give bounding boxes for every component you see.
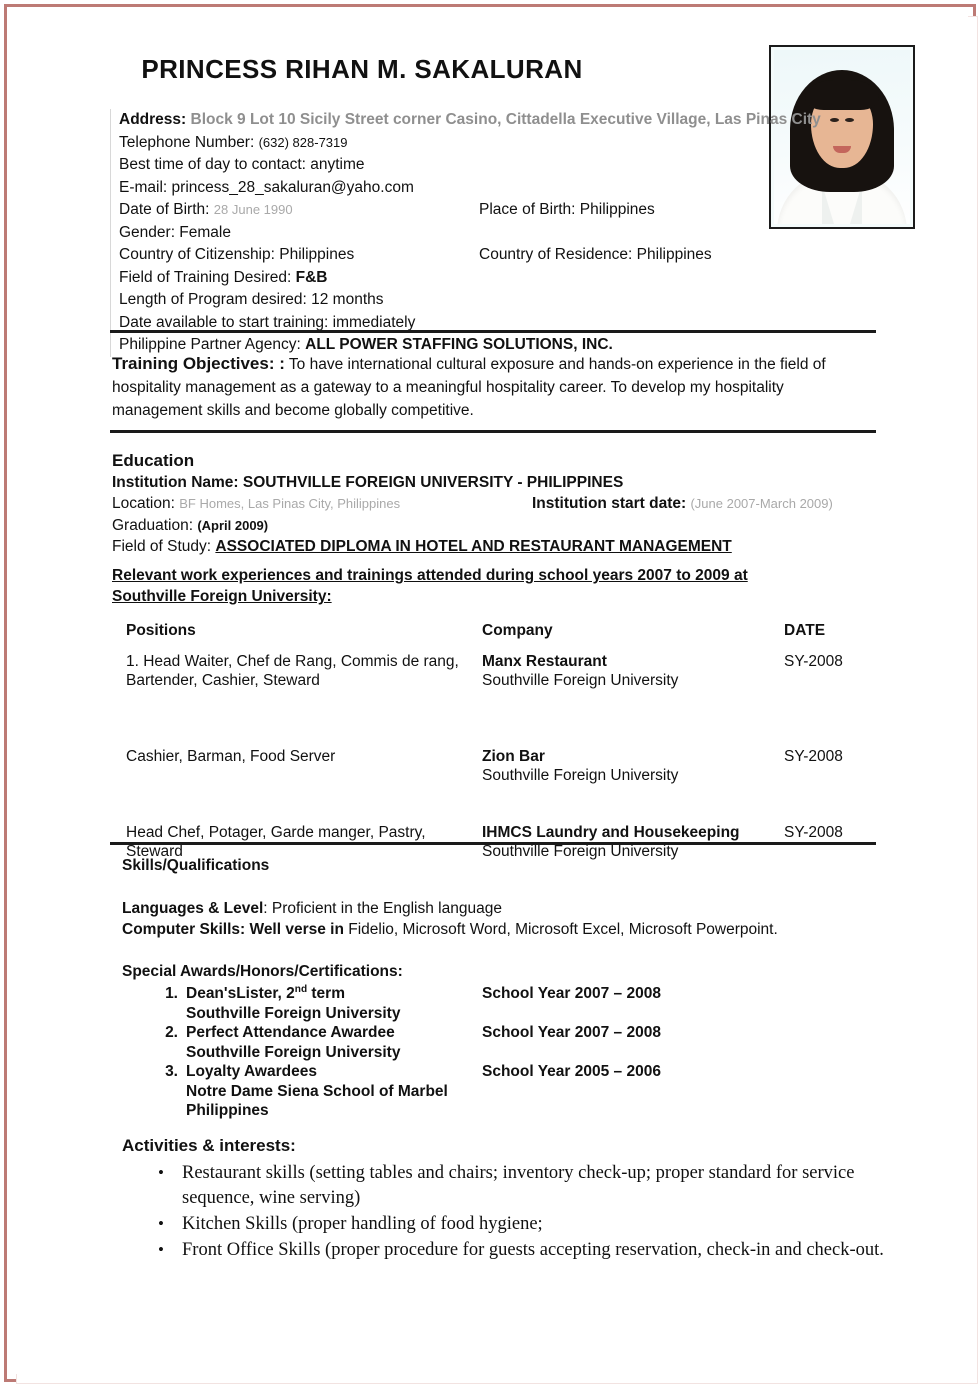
table-row bbox=[112, 652, 882, 728]
institution-row bbox=[112, 472, 887, 494]
column-header-date: DATE bbox=[784, 622, 826, 639]
training-objectives-section bbox=[112, 352, 877, 422]
award-subtext: Southville Foreign University bbox=[186, 1004, 401, 1022]
list-item bbox=[152, 1062, 872, 1082]
telephone-label: Telephone Number: bbox=[119, 133, 255, 151]
telephone-row bbox=[119, 132, 910, 155]
place-of-birth: Place of Birth: Philippines bbox=[479, 201, 655, 218]
awards-list bbox=[152, 984, 872, 1121]
relevant-experience-line2: Southville Foreign University: bbox=[112, 588, 332, 605]
contact-details-block bbox=[110, 109, 910, 357]
list-item: • Restaurant skills (setting tables and chairs; inventory check-up; proper standard for service sequence, wine serving) bbox=[122, 1161, 912, 1211]
skills-section bbox=[122, 855, 882, 982]
row-company: Manx Restaurant bbox=[482, 653, 607, 670]
field-of-study-label: Field of Study: bbox=[112, 538, 212, 555]
row-position: 1. Head Waiter, Chef de Rang, Commis de rang, Bartender, Cashier, Steward bbox=[126, 653, 459, 689]
languages-label: Languages & Level bbox=[122, 900, 264, 917]
skills-body bbox=[122, 898, 882, 940]
list-item bbox=[152, 984, 872, 1004]
row-position: Cashier, Barman, Food Server bbox=[126, 748, 336, 765]
award-number: 3. bbox=[165, 1063, 178, 1080]
award-name-superscript: nd bbox=[294, 983, 308, 995]
graduation-value: (April 2009) bbox=[197, 517, 269, 533]
award-subtext-2: Philippines bbox=[186, 1102, 269, 1119]
page-title: PRINCESS RIHAN M. SAKALURAN bbox=[141, 54, 583, 84]
location-value: BF Homes, Las Pinas City, Philippines bbox=[179, 496, 401, 511]
award-subtext: Notre Dame Siena School of Marbel bbox=[186, 1082, 448, 1100]
languages-row bbox=[122, 898, 882, 919]
row-company-sub: Southville Foreign University bbox=[482, 672, 679, 689]
activities-heading: Activities & interests: bbox=[122, 1136, 296, 1155]
location-label: Location: bbox=[112, 495, 175, 512]
email-row: E-mail: princess_28_sakaluran@yaho.com bbox=[119, 178, 414, 196]
portrait-fringe bbox=[805, 80, 879, 110]
award-year: School Year 2007 – 2008 bbox=[482, 1024, 661, 1041]
address-label: Address: bbox=[119, 111, 187, 128]
partner-agency-value: ALL POWER STAFFING SOLUTIONS, INC. bbox=[305, 336, 613, 353]
birth-row bbox=[119, 199, 910, 222]
table-row bbox=[112, 747, 882, 804]
award-name-post: term bbox=[307, 985, 345, 1002]
computer-skills-value: Fidelio, Microsoft Word, Microsoft Excel, Microsoft Powerpoint. bbox=[343, 921, 778, 938]
column-header-positions: Positions bbox=[126, 622, 196, 639]
residence-value: Country of Residence: Philippines bbox=[479, 246, 712, 263]
computer-skills-row bbox=[122, 919, 882, 940]
training-objectives-text: To have international cultural exposure and hands-on experience in the field of hospitality management as a gateway to a meaningful hospitality career. To develop my hospitality management skills and become globally competitive. bbox=[112, 356, 826, 419]
activities-section bbox=[122, 1136, 912, 1264]
award-number: 2. bbox=[165, 1024, 178, 1041]
field-of-study-row bbox=[112, 536, 887, 558]
institution-start-label: Institution start date: bbox=[532, 495, 687, 512]
skills-heading: Skills/Qualifications bbox=[122, 857, 270, 874]
graduation-row bbox=[112, 515, 887, 537]
award-name: Loyalty Awardees bbox=[186, 1063, 317, 1080]
languages-value: : Proficient in the English language bbox=[263, 900, 502, 917]
relevant-experience-line1: Relevant work experiences and trainings attended during school years 2007 to 2009 at bbox=[112, 567, 748, 584]
special-awards-heading: Special Awards/Honors/Certifications: bbox=[122, 963, 403, 980]
education-heading: Education bbox=[112, 451, 195, 470]
program-length-row: Length of Program desired: 12 months bbox=[119, 291, 384, 308]
award-name bbox=[186, 984, 345, 1004]
availability-row: Date available to start training: immediately bbox=[119, 313, 416, 331]
institution-label: Institution Name: bbox=[112, 473, 239, 491]
field-of-training-label: Field of Training Desired: bbox=[119, 268, 292, 286]
resume-sheet bbox=[12, 12, 968, 1374]
row-date: SY-2008 bbox=[784, 748, 843, 765]
dob-value: 28 June 1990 bbox=[213, 202, 293, 217]
row-position: Head Chef, Potager, Garde manger, Pastry, Steward bbox=[126, 824, 426, 860]
address-value: Block 9 Lot 10 Sicily Street corner Casino, Cittadella Executive Village, Las Pinas City bbox=[190, 111, 821, 128]
row-company-sub: Southville Foreign University bbox=[482, 843, 679, 860]
row-date: SY-2008 bbox=[784, 824, 843, 841]
row-date: SY-2008 bbox=[784, 653, 843, 670]
best-time-row: Best time of day to contact: anytime bbox=[119, 156, 365, 173]
telephone-value: (632) 828-7319 bbox=[258, 134, 348, 150]
relevant-experience-heading bbox=[112, 565, 812, 607]
citizenship-value: Country of Citizenship: Philippines bbox=[119, 246, 355, 263]
education-section bbox=[112, 450, 887, 558]
institution-start-value: (June 2007-March 2009) bbox=[690, 496, 833, 511]
list-item bbox=[152, 1023, 872, 1043]
list-item: • Kitchen Skills (proper handling of food hygiene; bbox=[122, 1212, 912, 1237]
row-company: Zion Bar bbox=[482, 748, 545, 765]
column-header-company: Company bbox=[482, 622, 553, 639]
address-row bbox=[119, 109, 910, 132]
citizenship-row bbox=[119, 244, 910, 267]
training-objectives-heading: Training Objectives: : bbox=[112, 354, 285, 373]
award-name-pre: Dean'sLister, 2 bbox=[186, 985, 295, 1002]
row-company-group bbox=[482, 747, 782, 785]
location-row bbox=[112, 493, 887, 515]
section-divider-2 bbox=[110, 430, 876, 433]
award-year: School Year 2005 – 2006 bbox=[482, 1063, 661, 1080]
award-name: Perfect Attendance Awardee bbox=[186, 1024, 395, 1041]
award-number: 1. bbox=[165, 985, 178, 1002]
section-divider-3 bbox=[110, 842, 876, 845]
partner-agency-label: Philippine Partner Agency: bbox=[119, 336, 301, 353]
activities-list bbox=[122, 1161, 912, 1263]
field-of-training-row bbox=[119, 267, 910, 290]
experience-table-header bbox=[112, 622, 882, 652]
section-divider-1 bbox=[110, 330, 876, 333]
institution-value: SOUTHVILLE FOREIGN UNIVERSITY - PHILIPPINES bbox=[242, 473, 624, 491]
experience-table bbox=[112, 622, 882, 890]
dob-label: Date of Birth: bbox=[119, 201, 210, 218]
graduation-label: Graduation: bbox=[112, 516, 193, 534]
row-company-group bbox=[482, 652, 782, 690]
computer-skills-label: Computer Skills: Well verse in bbox=[122, 921, 344, 938]
gender-row: Gender: Female bbox=[119, 223, 231, 241]
award-subtext: Southville Foreign University bbox=[186, 1043, 401, 1061]
institution-start-group bbox=[532, 493, 833, 515]
row-company-sub: Southville Foreign University bbox=[482, 767, 679, 784]
field-of-study-value: ASSOCIATED DIPLOMA IN HOTEL AND RESTAURANT MANAGEMENT bbox=[215, 538, 732, 555]
field-of-training-value: F&B bbox=[295, 268, 328, 286]
award-year: School Year 2007 – 2008 bbox=[482, 985, 661, 1002]
row-company: IHMCS Laundry and Housekeeping bbox=[482, 824, 740, 841]
list-item: • Front Office Skills (proper procedure for guests accepting reservation, check-in and check-out. bbox=[122, 1238, 912, 1263]
